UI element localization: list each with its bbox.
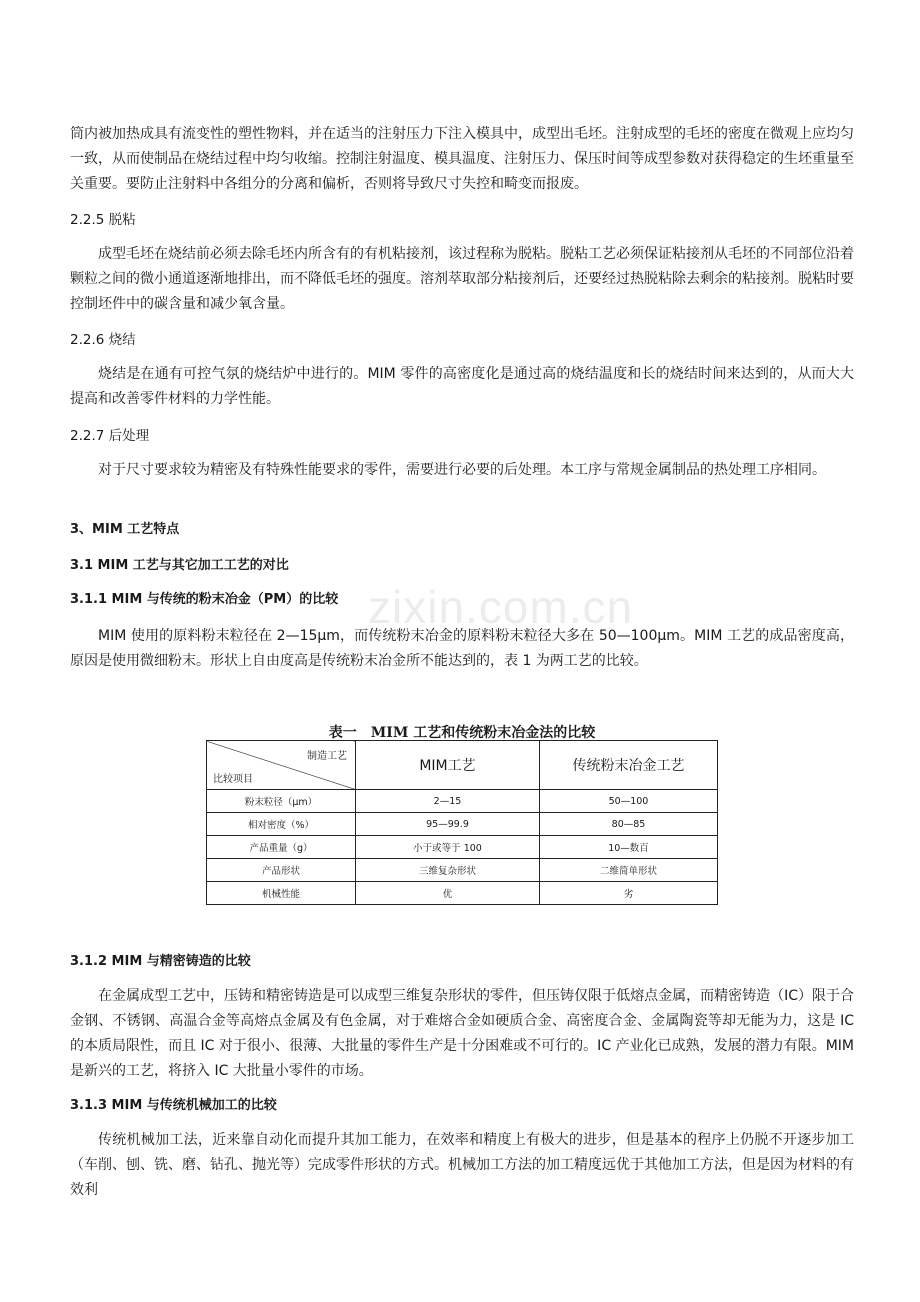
- paragraph-sintering: 烧结是在通有可控气氛的烧结炉中进行的。MIM 零件的高密度化是通过高的烧结温度和长的烧结时间来达到的，从而大大提高和改善零件材料的力学性能。: [70, 366, 854, 407]
- table-header-row: [207, 741, 718, 790]
- row-pm: 10—数百: [540, 836, 718, 859]
- row-pm: 二维简单形状: [540, 859, 718, 882]
- header-pm: 传统粉末冶金工艺: [540, 741, 718, 790]
- watermark: zixin.com.cn: [368, 581, 634, 633]
- table-row: [207, 836, 718, 859]
- table-row: [207, 790, 718, 813]
- row-item: 相对密度（%）: [207, 813, 356, 836]
- row-mim: 三维复杂形状: [356, 859, 540, 882]
- row-mim: 优: [356, 882, 540, 905]
- heading-3-1-2: 3.1.2 MIM 与精密铸造的比较: [70, 954, 251, 969]
- corner-label-process: 制造工艺: [307, 751, 347, 762]
- heading-3-1-1: 3.1.1 MIM 与传统的粉末冶金（PM）的比较: [70, 592, 339, 607]
- paragraph-mim-vs-casting: 在金属成型工艺中，压铸和精密铸造是可以成型三维复杂形状的零件，但压铸仅限于低熔点金属，而精密铸造（IC）限于合金钢、不锈钢、高温合金等高熔点金属及有色金属，对于难熔合金如硬质合金、高密度合金、金属陶瓷等却无能为力，这是 IC 的本质局限性，而且 IC 对于很小、很薄、大批量的零件生产是十分困难或不可行的。IC 产业化已成熟，发展的潜力有限。MIM 是新兴的工艺，将挤入 IC 大批量小零件的市场。: [70, 988, 854, 1079]
- table-row: [207, 882, 718, 905]
- paragraph-mim-vs-machining: 传统机械加工法，近来靠自动化而提升其加工能力，在效率和精度上有极大的进步，但是基本的程序上仍脱不开逐步加工（车削、刨、铣、磨、钻孔、抛光等）完成零件形状的方式。机械加工方法的加工精度远优于其他加工方法，但是因为材料的有效利: [70, 1132, 854, 1198]
- heading-2-2-7: 2.2.7 后处理: [70, 428, 150, 444]
- corner-label-item: 比较项目: [213, 774, 253, 785]
- row-pm: 劣: [540, 882, 718, 905]
- row-item: 机械性能: [207, 882, 356, 905]
- table-title: 表一 MIM 工艺和传统粉末冶金法的比较: [328, 725, 596, 741]
- row-mim: 小于或等于 100: [356, 836, 540, 859]
- heading-2-2-6: 2.2.6 烧结: [70, 332, 136, 348]
- comparison-table: [206, 740, 718, 905]
- paragraph-mim-vs-pm: MIM 使用的原料粉末粒径在 2—15μm，而传统粉末冶金的原料粉末粒径大多在 50—100μm。MIM 工艺的成品密度高，原因是使用微细粉末。形状上自由度高是传统粉末冶金所不能达到的，表 1 为两工艺的比较。: [70, 628, 854, 669]
- table-row: [207, 813, 718, 836]
- heading-3-1: 3.1 MIM 工艺与其它加工工艺的对比: [70, 558, 289, 573]
- row-item: 产品形状: [207, 859, 356, 882]
- row-mim: 2—15: [356, 790, 540, 813]
- paragraph-debinding: 成型毛坯在烧结前必须去除毛坯内所含有的有机粘接剂，该过程称为脱粘。脱粘工艺必须保证粘接剂从毛坯的不同部位沿着颗粒之间的微小通道逐渐地排出，而不降低毛坯的强度。溶剂萃取部分粘接剂后，还要经过热脱粘除去剩余的粘接剂。脱粘时要控制坯件中的碳含量和减少氧含量。: [70, 246, 854, 312]
- heading-3-1-3: 3.1.3 MIM 与传统机械加工的比较: [70, 1098, 277, 1113]
- paragraph-injection: 筒内被加热成具有流变性的塑性物料，并在适当的注射压力下注入模具中，成型出毛坯。注射成型的毛坯的密度在微观上应均匀一致，从而使制品在烧结过程中均匀收缩。控制注射温度、模具温度、注射压力、保压时间等成型参数对获得稳定的生坯重量至关重要。要防止注射料中各组分的分离和偏析，否则将导致尺寸失控和畸变而报废。: [70, 126, 854, 192]
- row-mim: 95—99.9: [356, 813, 540, 836]
- row-item: 产品重量（g）: [207, 836, 356, 859]
- header-mim: MIM工艺: [356, 741, 540, 790]
- row-pm: 80—85: [540, 813, 718, 836]
- row-pm: 50—100: [540, 790, 718, 813]
- heading-3: 3、MIM 工艺特点: [70, 522, 180, 537]
- table-row: [207, 859, 718, 882]
- heading-2-2-5: 2.2.5 脱粘: [70, 212, 136, 228]
- paragraph-post-processing: 对于尺寸要求较为精密及有特殊性能要求的零件，需要进行必要的后处理。本工序与常规金属制品的热处理工序相同。: [98, 462, 826, 478]
- row-item: 粉末粒径（μm）: [207, 790, 356, 813]
- table-corner-cell: [207, 741, 356, 790]
